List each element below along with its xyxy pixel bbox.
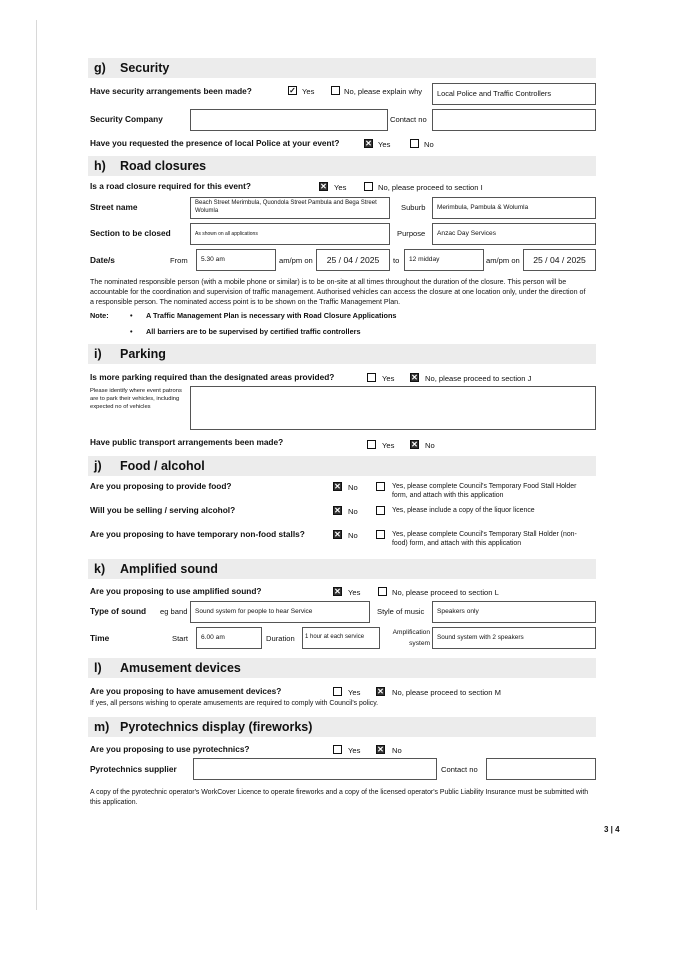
section-title: Parking: [120, 347, 166, 361]
section-letter: m): [94, 720, 110, 734]
duration-field[interactable]: 1 hour at each service: [302, 627, 380, 649]
alcohol-no-label: No: [348, 507, 358, 516]
note-bullet-1: •: [130, 311, 133, 320]
section-title: Food / alcohol: [120, 459, 205, 473]
section-letter: l): [94, 661, 102, 675]
amplified-sound-no-checkbox[interactable]: [378, 587, 387, 596]
section-letter: k): [94, 562, 106, 576]
note-label: Note:: [90, 311, 109, 320]
stalls-no-checkbox[interactable]: ✕: [334, 530, 341, 539]
pyrotechnics-supplier-label: Pyrotechnics supplier: [90, 764, 177, 774]
parking-question: Is more parking required than the designated areas provided?: [90, 372, 335, 382]
amplified-sound-yes-label: Yes: [348, 588, 361, 597]
pyrotechnics-no-label: No: [392, 746, 402, 755]
road-closure-question: Is a road closure required for this event?: [90, 181, 251, 191]
parking-yes-checkbox[interactable]: [367, 373, 376, 382]
amusement-yes-checkbox[interactable]: [333, 687, 342, 696]
stalls-yes-label: Yes, please complete Council's Temporary Stall Holder (non-food) form, and attach with this application: [392, 531, 577, 547]
section-letter: j): [94, 459, 102, 473]
amplification-system-label: Amplification system: [392, 629, 430, 647]
stalls-yes-checkbox[interactable]: [376, 530, 385, 539]
to-label: to: [393, 256, 400, 265]
style-of-music-field[interactable]: Speakers only: [432, 601, 596, 623]
parking-no-label: No, please proceed to section J: [425, 374, 532, 383]
from-ampm-label: am/pm on: [279, 256, 313, 265]
section-letter: h): [94, 159, 106, 173]
section-title: Road closures: [120, 159, 207, 173]
public-transport-question: Have public transport arrangements been made?: [90, 437, 284, 447]
stalls-question: Are you proposing to have temporary non-food stalls?: [90, 529, 305, 539]
section-header-pyrotechnics: [88, 717, 596, 737]
section-header-road-closures: [88, 156, 596, 176]
section-title: Amplified sound: [120, 562, 218, 576]
food-no-checkbox[interactable]: ✕: [334, 482, 341, 491]
food-yes-checkbox[interactable]: [376, 482, 385, 491]
pyrotechnics-no-checkbox[interactable]: ✕: [377, 745, 384, 754]
alcohol-yes-checkbox[interactable]: [376, 506, 385, 515]
style-of-music-label: Style of music: [377, 607, 425, 616]
pyrotechnics-question: Are you proposing to use pyrotechnics?: [90, 744, 250, 754]
parking-no-checkbox[interactable]: ✕: [411, 373, 418, 382]
to-date-field[interactable]: 25 / 04 / 2025: [523, 249, 596, 271]
to-time-field[interactable]: 12 midday: [404, 249, 484, 271]
section-letter: g): [94, 61, 106, 75]
section-header-amplified-sound: [88, 559, 596, 579]
stalls-no-label: No: [348, 531, 358, 540]
time-label: Time: [90, 633, 110, 643]
amusement-no-checkbox[interactable]: ✕: [377, 687, 384, 696]
amusement-question: Are you proposing to have amusement devices?: [90, 686, 282, 696]
amusement-yes-label: Yes: [348, 688, 361, 697]
type-of-sound-field[interactable]: Sound system for people to hear Service: [190, 601, 370, 623]
street-name-label: Street name: [90, 202, 138, 212]
section-header-parking: [88, 344, 596, 364]
public-transport-yes-checkbox[interactable]: [367, 440, 376, 449]
page-edge-line: [36, 20, 37, 910]
purpose-field[interactable]: Anzac Day Services: [432, 223, 596, 245]
to-ampm-label: am/pm on: [486, 256, 520, 265]
from-date-field[interactable]: 25 / 04 / 2025: [316, 249, 390, 271]
amusement-note: If yes, all persons wishing to operate amusements are required to comply with Council's policy.: [90, 700, 379, 707]
parking-yes-label: Yes: [382, 374, 395, 383]
pyrotechnics-supplier-field[interactable]: [193, 758, 437, 780]
section-closed-field[interactable]: As shown on all applications: [190, 223, 390, 245]
duration-label: Duration: [266, 634, 295, 643]
food-yes-label: Yes, please complete Council's Temporary Food Stall Holder form, and attach with this application: [392, 483, 577, 499]
type-of-sound-label: Type of sound: [90, 606, 147, 616]
alcohol-no-checkbox[interactable]: ✕: [334, 506, 341, 515]
food-no-label: No: [348, 483, 358, 492]
section-header-food-alcohol: [88, 456, 596, 476]
section-title: Amusement devices: [120, 661, 241, 675]
section-header-security: [88, 58, 596, 78]
amplified-sound-question: Are you proposing to use amplified sound?: [90, 586, 262, 596]
public-transport-yes-label: Yes: [382, 441, 395, 450]
start-time-field[interactable]: 6.00 am: [196, 627, 262, 649]
street-name-field[interactable]: Beach Street Merimbula, Quondola Street Pambula and Bega Street Wolumla: [190, 197, 390, 219]
from-label: From: [170, 256, 188, 265]
pyrotechnics-contact-field[interactable]: [486, 758, 596, 780]
security-yes-label: Yes: [302, 87, 315, 96]
note-text-2: All barriers are to be supervised by certified traffic controllers: [146, 327, 361, 336]
suburb-field[interactable]: Merimbula, Pambula & Wolumla: [432, 197, 596, 219]
page-number: 3 | 4: [604, 825, 620, 834]
public-transport-no-checkbox[interactable]: ✕: [411, 440, 418, 449]
pyrotechnics-contact-label: Contact no: [441, 765, 478, 774]
parking-identify-label: Please identify where event patrons are to park their vehicles, including expected no of vehicles: [90, 388, 182, 410]
security-contact-field[interactable]: [432, 109, 596, 131]
section-header-amusement-devices: [88, 658, 596, 678]
dates-label: Date/s: [90, 255, 115, 265]
police-question: Have you requested the presence of local Police at your event?: [90, 138, 340, 148]
section-closed-label: Section to be closed: [90, 228, 171, 238]
security-question: Have security arrangements been made?: [90, 86, 252, 96]
road-closure-no-checkbox[interactable]: [364, 182, 373, 191]
security-yes-checkbox[interactable]: ✓: [289, 86, 296, 95]
section-title: Security: [120, 61, 170, 75]
security-no-label: No, please explain why: [344, 87, 423, 96]
note-bullet-2: •: [130, 327, 133, 336]
section-title: Pyrotechnics display (fireworks): [120, 720, 313, 734]
pyrotechnics-yes-label: Yes: [348, 746, 361, 755]
security-contact-label: Contact no: [390, 115, 427, 124]
from-time-field[interactable]: 5.30 am: [196, 249, 276, 271]
pyrotechnics-note: A copy of the pyrotechnic operator's WorkCover Licence to operate fireworks and a copy of the licensed operator's Public Liability Insurance must be submitted with this application.: [90, 789, 589, 806]
security-company-label: Security Company: [90, 114, 163, 124]
police-no-checkbox[interactable]: [410, 139, 419, 148]
police-no-label: No: [424, 140, 434, 149]
pyrotechnics-yes-checkbox[interactable]: [333, 745, 342, 754]
amplified-sound-yes-checkbox[interactable]: ✕: [334, 587, 341, 596]
note-text-1: A Traffic Management Plan is necessary with Road Closure Applications: [146, 311, 397, 320]
parking-identify-field[interactable]: [190, 386, 596, 430]
purpose-label: Purpose: [397, 229, 426, 238]
alcohol-question: Will you be selling / serving alcohol?: [90, 505, 236, 515]
road-closure-yes-label: Yes: [334, 183, 347, 192]
section-letter: i): [94, 347, 102, 361]
start-label: Start: [172, 634, 189, 643]
police-yes-checkbox[interactable]: ✕: [365, 139, 372, 148]
amplification-system-field[interactable]: Sound system with 2 speakers: [432, 627, 596, 649]
police-yes-label: Yes: [378, 140, 391, 149]
food-question: Are you proposing to provide food?: [90, 481, 232, 491]
suburb-label: Suburb: [401, 203, 426, 212]
security-no-checkbox[interactable]: [331, 86, 340, 95]
amusement-no-label: No, please proceed to section M: [392, 688, 501, 697]
alcohol-yes-label: Yes, please include a copy of the liquor licence: [392, 507, 535, 514]
amplified-sound-no-label: No, please proceed to section L: [392, 588, 499, 597]
road-closure-paragraph: The nominated responsible person (with a mobile phone or similar) is to be on-site at all times throughout the duration of the closure. This person will be accountable for the coordination and supervision of traffic management. Authorised vehicles can access the closure at one location only, under the direction of a responsible person. The nominated access point is to be shown on the Traffic Management Plan.: [90, 278, 586, 306]
security-company-field[interactable]: [190, 109, 388, 131]
road-closure-yes-checkbox[interactable]: ✕: [320, 182, 327, 191]
road-closure-no-label: No, please proceed to section I: [378, 183, 483, 192]
public-transport-no-label: No: [425, 441, 435, 450]
type-of-sound-eg: eg band: [160, 607, 188, 616]
security-explain-field[interactable]: Local Police and Traffic Controllers: [432, 83, 596, 105]
